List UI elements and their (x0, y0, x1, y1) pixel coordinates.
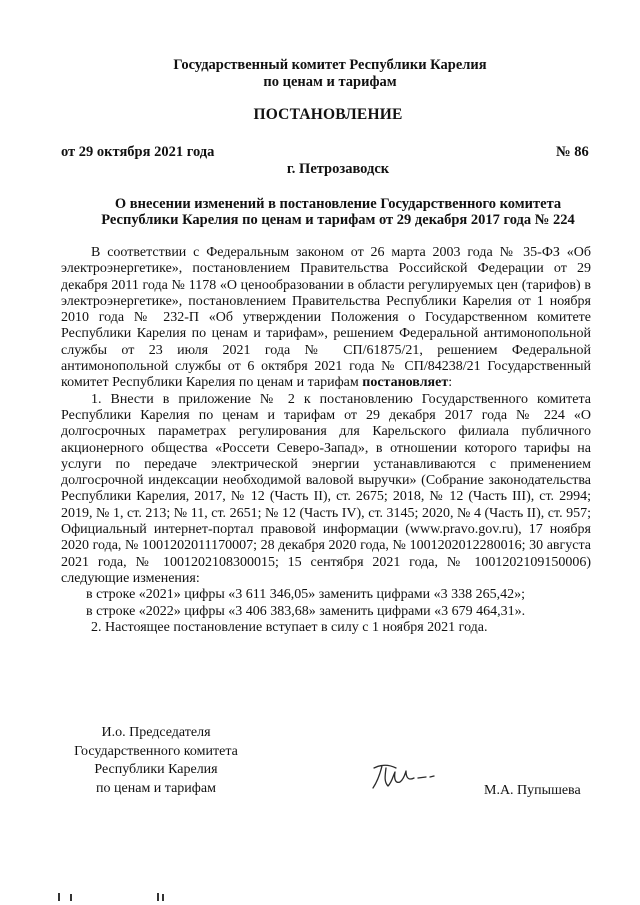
scan-artifact (70, 894, 72, 901)
preamble-paragraph (61, 245, 591, 392)
signatory-title (61, 724, 251, 798)
change-1-line: в строке «2021» цифры «3 611 346,05» заменить цифрами «3 338 265,42»; (86, 587, 526, 603)
document-type: ПОСТАНОВЛЕНИЕ (253, 106, 403, 123)
signatory-title-line2: Государственного комитета (74, 743, 238, 759)
signatory-title-line3: Республики Карелия (94, 762, 218, 777)
signatory-title-line1: И.о. Председателя (101, 725, 211, 740)
signatory-title-line4: по ценам и тарифам (96, 780, 216, 796)
document-body (61, 245, 591, 636)
document-date: от 29 октября 2021 года (61, 144, 215, 160)
scan-artifact (58, 893, 60, 901)
item-2-paragraph: 2. Настоящее постановление вступает в силу с 1 ноября 2021 года. (91, 619, 488, 635)
document-city: г. Петрозаводск (286, 161, 390, 177)
scan-artifact (157, 893, 159, 901)
org-name-line1: Государственный комитет Республики Карелия (173, 57, 487, 73)
org-name-line2: по ценам и тарифам (263, 74, 397, 90)
decree-word: постановляет (362, 375, 449, 391)
scan-artifact (162, 894, 164, 901)
decree-colon: : (448, 375, 453, 391)
subject-line1: О внесении изменений в постановление Государственного комитета (114, 196, 562, 212)
change-2-line: в строке «2022» цифры «3 406 383,68» заменить цифрами «3 679 464,31». (86, 603, 526, 619)
item-1-paragraph: 1. Внести в приложение № 2 к постановлению Государственного комитета Республики Карелия по ценам и тарифам от 29 декабря 2017 года № 224 «О долгосрочных параметрах регулирования для Карельского филиала публичного акционерного общества «Россети Северо-Запад», в отношении которого тарифы на услуги по передаче электрической энергии устанавливаются с применением долгосрочной индексации необходимой валовой выручки» (Собрание законодательства Республики Карелия, 2017, № 12 (Часть II), ст. 2675; 2018, № 12 (Часть III), ст. 2994; 2019, № 1, ст. 213; № 11, ст. 2651; № 12 (Часть IV), ст. 3145; 2020, № 4 (Часть II), ст. 957; Официальный интернет-портал правовой информации (www.pravo.gov.ru), 17 ноября 2020 года, № 1001202011170007; 28 декабря 2020 года, № 1001202012280016; 30 августа 2021 года, № 1001202108300015; 15 сентября 2021 года, № 1001202109150006) следующие изменения: (61, 391, 591, 586)
preamble-text: В соответствии с Федеральным законом от 26 марта 2003 года № 35-ФЗ «Об электроэнергетике», постановлением Правительства Российской Федерации от 29 декабря 2011 года № 1178 «О ценообразовании в области регулируемых цен (тарифов) в электроэнергетике», постановлением Правительства Республики Карелия от 1 ноября 2010 года № 232-П «Об утверждении Положения о Государственном комитете Республики Карелия по ценам и тарифам», решением Федеральной антимонопольной службы от 23 июля 2021 года № СП/61875/21, решением Федеральной антимонопольной службы от 6 октября 2021 года № СП/84238/21 Государственный комитет Республики Карелия по ценам и тарифам (61, 245, 591, 391)
subject-line2: Республики Карелия по ценам и тарифам от 29 декабря 2017 года № 224 (101, 212, 575, 228)
signer-name: М.А. Пупышева (484, 783, 581, 798)
handwritten-signature (368, 762, 438, 790)
document-number: № 86 (556, 144, 589, 160)
